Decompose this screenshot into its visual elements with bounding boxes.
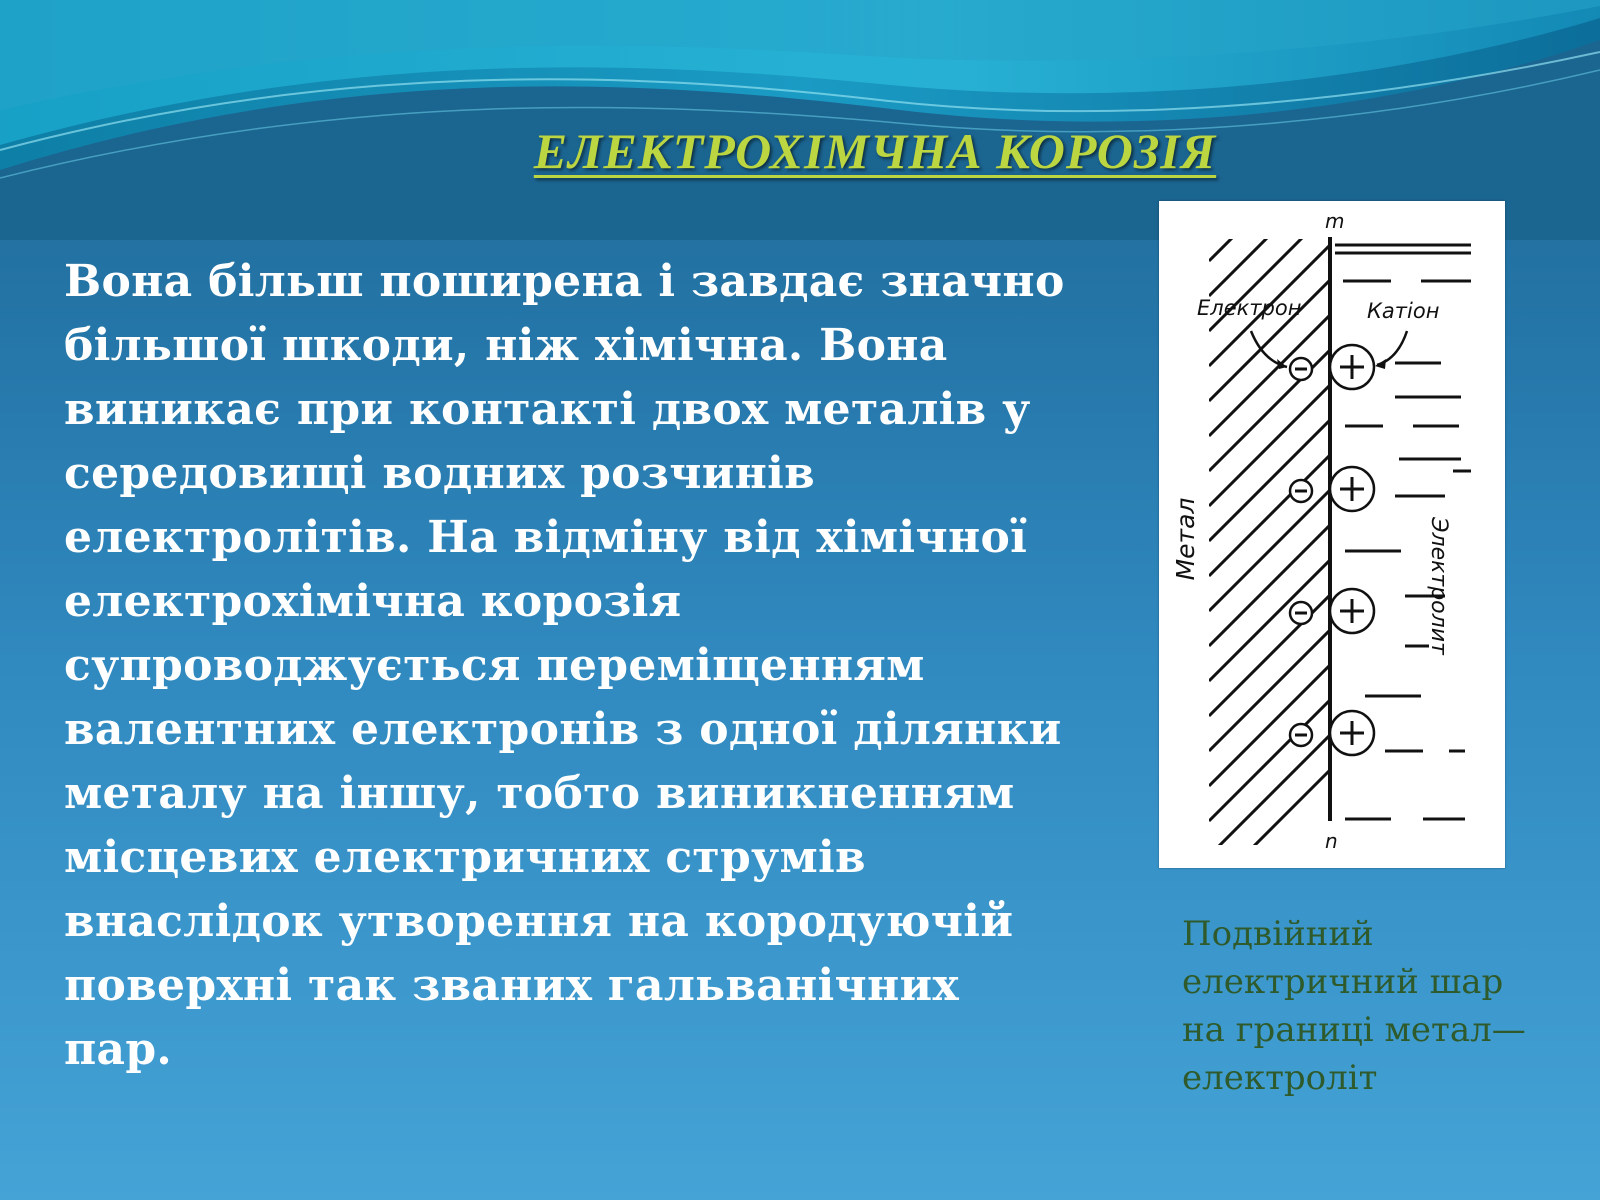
point-m-label: m [1325,209,1345,233]
electron-label: Електрон [1197,296,1302,320]
figure-caption: Подвійний електричний шар на границі метал—електроліт [1182,914,1526,1098]
point-n-label: n [1325,829,1338,853]
double-layer-diagram [1159,201,1505,868]
electrolyte-label: Электролит [1426,517,1451,655]
slide-body-text: Вона більш поширена і завдає значно більшої шкоди, ніж хімічна. Вона виникає при контакті двох металів у середовищі водних розчинів електролітів. На відміну від хімічної електрохімічна корозія супроводжується переміщенням валентних електронів з одної ділянки металу на іншу, тобто виникненням місцевих електричних струмів внаслідок утворення на кородуючій поверхні так званих гальванічних пар. [64,256,1065,1075]
metal-label: Метал [1171,497,1200,581]
slide-title: ЕЛЕКТРОХІМЧНА КОРОЗІЯ [533,123,1217,179]
cation-label: Катіон [1367,299,1440,323]
